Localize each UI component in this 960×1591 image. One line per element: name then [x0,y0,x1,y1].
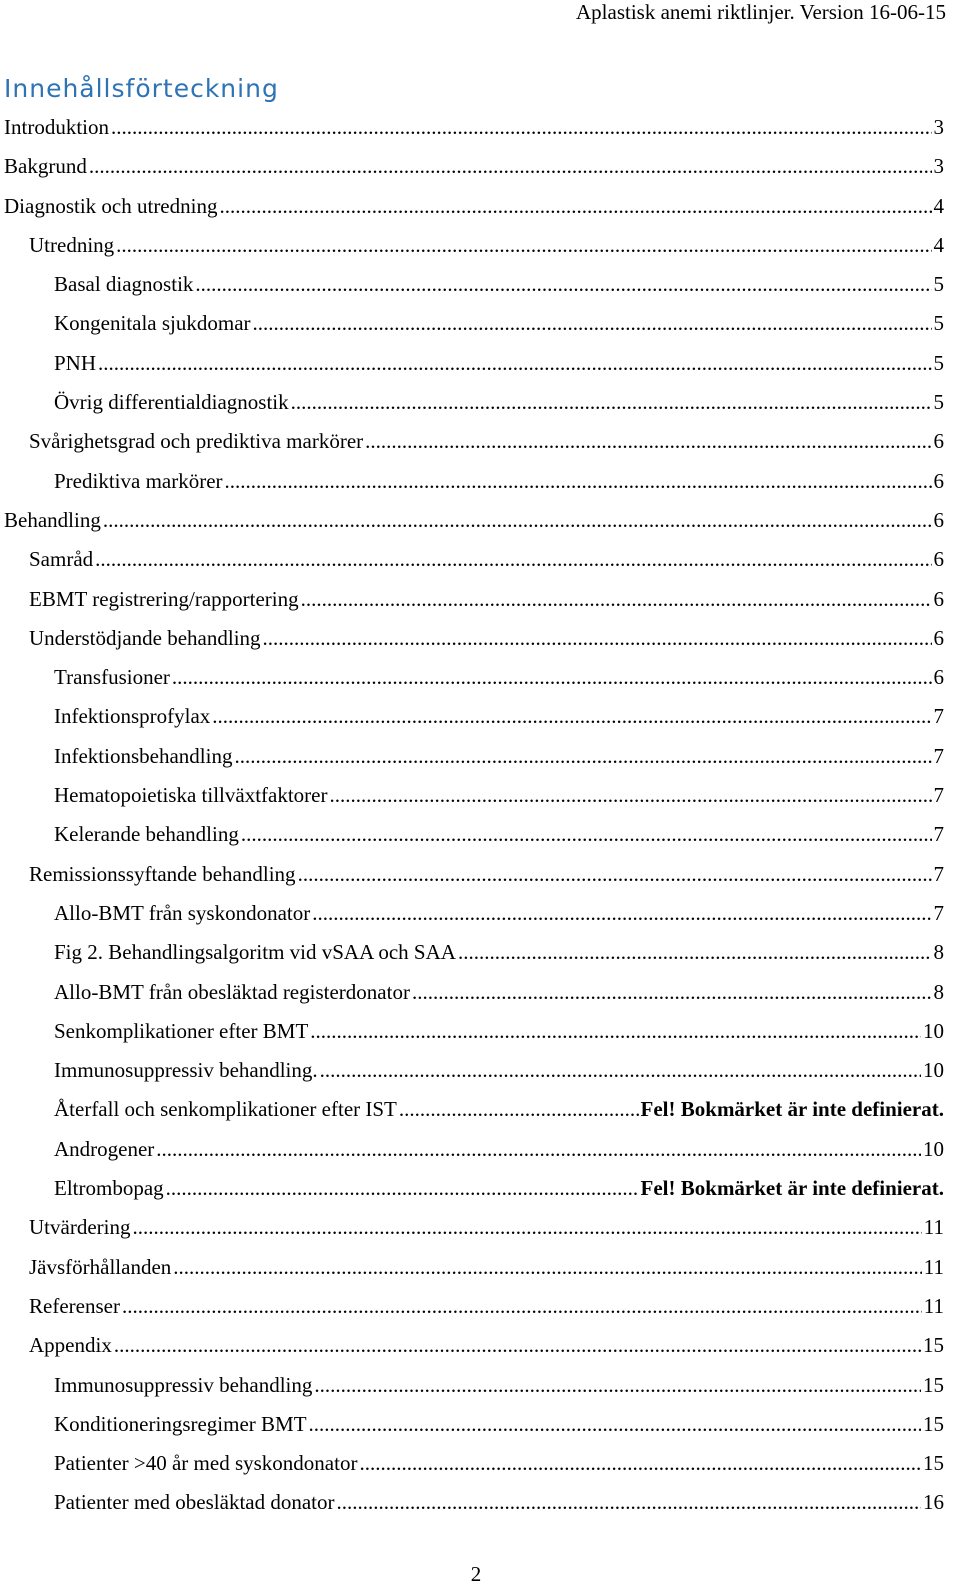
toc-entry-title: Referenser [29,1293,120,1318]
dot-leader [111,113,932,141]
toc-entry-page: 10 [923,1018,944,1043]
dot-leader [89,152,932,180]
toc-entry[interactable] [4,1449,944,1488]
toc-entry-page: 7 [933,743,944,768]
toc-entry-page: 10 [923,1058,944,1083]
toc-entry-title: Bakgrund [4,154,87,179]
toc-entry-title: Appendix [29,1333,112,1358]
toc-entry-page: 4 [933,193,944,218]
dot-leader [172,663,932,691]
toc-entry-title: Eltrombopag [54,1176,164,1201]
toc-entry-title: Remissionssyftande behandling [29,861,296,886]
dot-leader [309,1410,921,1438]
toc-entry-page: 8 [933,940,944,965]
toc-entry-page: 5 [933,350,944,375]
toc-entry[interactable] [4,978,944,1017]
dot-leader [116,231,931,259]
toc-entry[interactable] [4,742,944,781]
dot-leader [166,1174,639,1202]
toc-entry[interactable] [4,467,944,506]
toc-entry[interactable] [4,1095,944,1134]
toc-entry[interactable] [4,860,944,899]
toc-entry[interactable] [4,781,944,820]
dot-leader [291,388,932,416]
toc-entry-page: 5 [933,390,944,415]
toc-entry-title: Allo-BMT från syskondonator [54,900,311,925]
toc-entry-page: 7 [933,822,944,847]
toc-entry[interactable] [4,388,944,427]
dot-leader [253,309,932,337]
toc-entry[interactable] [4,1213,944,1252]
toc-entry-page: 5 [933,311,944,336]
toc-entry-page: Fel! Bokmärket är inte definierat. [640,1097,944,1122]
toc-entry-title: Hematopoietiska tillväxtfaktorer [54,783,328,808]
toc-entry-title: PNH [54,350,97,375]
toc-entry-title: Allo-BMT från obesläktad registerdonator [54,979,410,1004]
toc-entry-title: Immunosuppressiv behandling. [54,1058,318,1083]
toc-entry-page: 15 [923,1333,944,1358]
toc-entry-page: 6 [933,586,944,611]
toc-entry[interactable] [4,1056,944,1095]
toc-entry-title: Senkomplikationer efter BMT [54,1018,309,1043]
toc-entry-page: 5 [933,272,944,297]
running-header: Aplastisk anemi riktlinjer. Version 16-06-15 [576,0,946,24]
toc-entry-title: Patienter med obesläktad donator [54,1490,335,1515]
toc-entry[interactable] [4,1174,944,1213]
toc-entry[interactable] [4,152,944,191]
toc-entry-title: Fig 2. Behandlingsalgoritm vid vSAA och SAA [54,940,456,965]
dot-leader [365,427,931,455]
toc-entry-page: 6 [933,547,944,572]
toc-entry-title: Patienter >40 år med syskondonator [54,1451,358,1476]
page-number: 2 [470,1562,482,1586]
dot-leader [399,1095,639,1123]
toc-entry-page: 15 [923,1451,944,1476]
dot-leader [312,899,931,927]
toc-entry-title: Infektionsbehandling [54,743,233,768]
toc-entry-title: Androgener [54,1136,155,1161]
toc-entry[interactable] [4,349,944,388]
toc-entry-page: 15 [923,1411,944,1436]
toc-entry-title: Konditioneringsregimer BMT [54,1411,307,1436]
toc-entry[interactable] [4,192,944,231]
toc-entry-page: 6 [933,665,944,690]
toc-entry[interactable] [4,1017,944,1056]
dot-leader [156,1135,921,1163]
toc-entry-page: 7 [933,900,944,925]
toc-entry[interactable] [4,427,944,466]
toc-entry-title: Övrig differentialdiagnostik [54,390,289,415]
dot-leader [173,1253,921,1281]
toc-entry[interactable] [4,1135,944,1174]
toc-entry-page: 8 [933,979,944,1004]
toc-entry-page: 6 [933,429,944,454]
toc-entry-page: 7 [933,783,944,808]
dot-leader [122,1292,922,1320]
dot-leader [310,1017,921,1045]
toc-entry[interactable] [4,1488,944,1527]
toc-entry[interactable] [4,624,944,663]
dot-leader [132,1213,921,1241]
toc-entry-title: Diagnostik och utredning [4,193,218,218]
toc-entry[interactable] [4,899,944,938]
toc-entry-page: 6 [933,625,944,650]
toc-entry-page: 7 [933,704,944,729]
toc-entry-page: 6 [933,507,944,532]
toc-entry-page: Fel! Bokmärket är inte definierat. [640,1176,944,1201]
dot-leader [458,938,932,966]
toc-entry[interactable] [4,663,944,702]
toc-entry-title: Kelerande behandling [54,822,239,847]
toc-entry-page: 3 [933,154,944,179]
toc-entry[interactable] [4,1292,944,1331]
toc-heading: Innehållsförteckning [4,74,279,103]
dot-leader [225,467,932,495]
toc-entry-page: 11 [923,1215,944,1240]
toc-entry[interactable] [4,545,944,584]
toc-entry-page: 10 [923,1136,944,1161]
dot-leader [98,349,931,377]
toc-entry-title: Prediktiva markörer [54,468,223,493]
toc-entry-title: Kongenitala sjukdomar [54,311,251,336]
toc-entry-page: 16 [923,1490,944,1515]
toc-entry-title: Basal diagnostik [54,272,194,297]
dot-leader [241,820,932,848]
toc-entry[interactable] [4,506,944,545]
toc-entry-title: Infektionsprofylax [54,704,211,729]
toc-entry-title: Återfall och senkomplikationer efter IST [54,1097,397,1122]
toc-entry-page: 3 [933,115,944,139]
dot-leader [263,624,932,652]
dot-leader [234,742,931,770]
toc-entry[interactable] [4,309,944,348]
toc-entry[interactable] [4,1371,944,1410]
dot-leader [212,702,931,730]
dot-leader [298,860,932,888]
dot-leader [301,585,932,613]
toc-entry-page: 11 [923,1293,944,1318]
toc-entry[interactable] [4,113,944,152]
dot-leader [330,781,932,809]
toc-entry-title: Samråd [29,547,94,572]
toc-entry[interactable] [4,820,944,859]
toc-entry-title: EBMT registrering/rapportering [29,586,299,611]
toc-entry[interactable] [4,702,944,741]
table-of-contents [4,113,944,1528]
toc-entry-page: 4 [933,232,944,257]
dot-leader [219,192,931,220]
toc-entry[interactable] [4,938,944,977]
dot-leader [95,545,931,573]
dot-leader [320,1056,921,1084]
dot-leader [337,1488,922,1516]
toc-entry-title: Understödjande behandling [29,625,261,650]
dot-leader [114,1331,921,1359]
toc-entry-title: Immunosuppressiv behandling [54,1372,313,1397]
toc-entry-title: Svårighetsgrad och prediktiva markörer [29,429,364,454]
toc-entry-title: Transfusioner [54,665,170,690]
toc-entry-title: Jävsförhållanden [29,1254,172,1279]
toc-entry[interactable] [4,585,944,624]
toc-entry[interactable] [4,1253,944,1292]
dot-leader [314,1371,921,1399]
toc-entry[interactable] [4,231,944,270]
toc-entry-title: Introduktion [4,115,109,139]
dot-leader [359,1449,921,1477]
toc-entry-page: 6 [933,468,944,493]
toc-entry[interactable] [4,1410,944,1449]
toc-entry-page: 15 [923,1372,944,1397]
toc-entry-title: Utredning [29,232,115,257]
toc-entry[interactable] [4,1331,944,1370]
dot-leader [412,978,932,1006]
toc-entry-page: 11 [923,1254,944,1279]
toc-entry-page: 7 [933,861,944,886]
toc-entry[interactable] [4,270,944,309]
dot-leader [195,270,931,298]
dot-leader [103,506,932,534]
toc-entry-title: Utvärdering [29,1215,131,1240]
toc-entry-title: Behandling [4,507,101,532]
